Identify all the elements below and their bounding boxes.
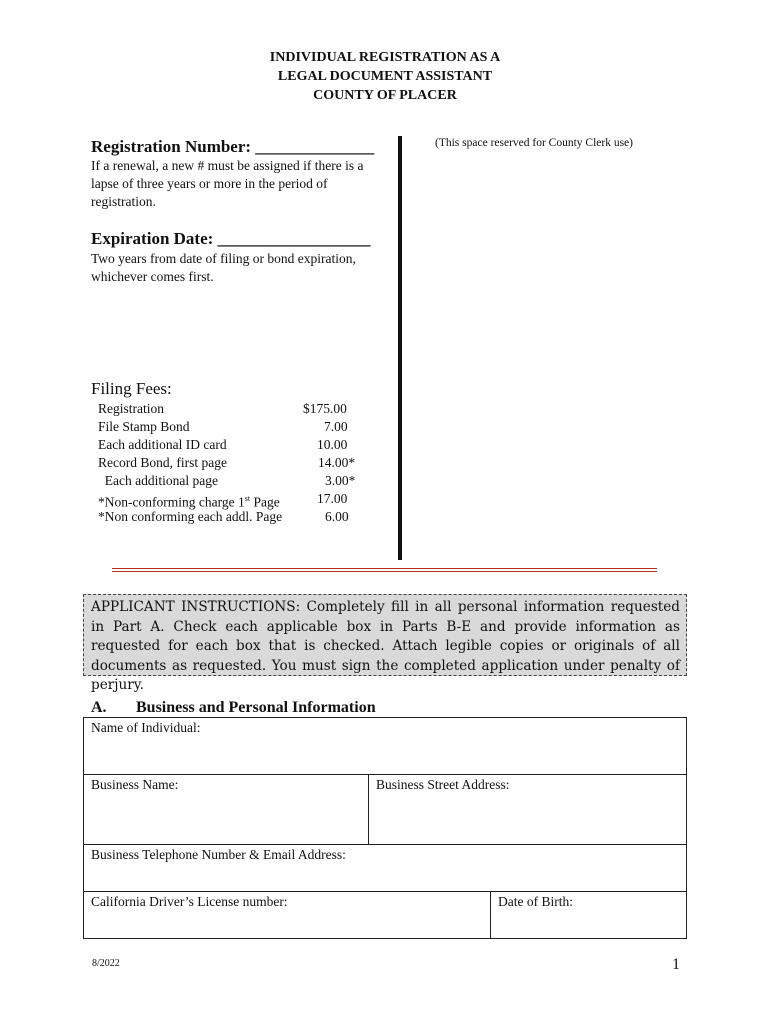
clerk-use-note: (This space reserved for County Clerk use) [435, 137, 633, 149]
fee-label: Registration [98, 401, 164, 416]
field-label: California Driver’s License number: [91, 894, 288, 909]
revision-date: 8/2022 [92, 958, 120, 969]
field-label: Business Street Address: [376, 777, 510, 792]
business-street-address-field[interactable] [368, 774, 687, 845]
column-divider [398, 136, 402, 560]
fee-label: Record Bond, first page [98, 455, 227, 470]
title-line-2: LEGAL DOCUMENT ASSISTANT [277, 69, 493, 84]
fee-amount: 10.00 [317, 437, 348, 452]
fee-amount: 6.00 [325, 509, 349, 524]
business-name-field[interactable] [83, 774, 369, 845]
fee-label: File Stamp Bond [98, 419, 190, 434]
fee-amount: 14.00* [318, 455, 356, 470]
divider-rule [112, 571, 657, 572]
expiration-note: Two years from date of filing or bond expiration, whichever comes first. [91, 251, 356, 284]
section-a-title: Business and Personal Information [136, 699, 376, 716]
field-label: Name of Individual: [91, 720, 201, 735]
fee-amount: 3.00* [325, 473, 356, 488]
filing-fees-title: Filing Fees: [91, 379, 172, 398]
fee-amount: 7.00 [324, 419, 348, 434]
document-title [0, 48, 770, 105]
expiration-date-label: Expiration Date: __________________ [91, 229, 371, 248]
name-of-individual-field[interactable] [83, 717, 687, 775]
drivers-license-field[interactable] [83, 891, 491, 939]
date-of-birth-field[interactable] [490, 891, 687, 939]
fee-label-text: Page [250, 494, 280, 510]
field-label: Date of Birth: [498, 894, 573, 909]
fee-label: *Non conforming each addl. Page [98, 509, 283, 524]
section-a-letter: A. [91, 699, 107, 716]
fee-amount: $175.00 [303, 401, 347, 416]
title-line-3: COUNTY OF PLACER [313, 88, 457, 103]
title-line-1: INDIVIDUAL REGISTRATION AS A [269, 50, 501, 65]
divider-rule [112, 568, 657, 569]
phone-email-field[interactable] [83, 844, 687, 892]
fee-label: Each additional ID card [98, 437, 227, 452]
fee-label: Each additional page [98, 473, 218, 488]
registration-number-label: Registration Number: ______________ [91, 137, 375, 156]
applicant-instructions: APPLICANT INSTRUCTIONS: Completely fill in all personal information requested in Part A. Check each applicable box in Parts B-E and provide information as requested for each box that is checked. Attach legible copies or originals of all documents as requested. You must sign the completed application under penalty of perjury. [83, 594, 687, 676]
field-label: Business Telephone Number & Email Address: [91, 847, 346, 862]
fee-label-text: *Non-conforming charge 1 [98, 494, 245, 510]
registration-note: If a renewal, a new # must be assigned if there is a lapse of three years or more in the period of registration. [91, 158, 364, 209]
fee-amount: 17.00 [317, 491, 348, 506]
field-label: Business Name: [91, 777, 179, 792]
fee-label-superscript: st [244, 494, 251, 503]
page-number: 1 [672, 956, 680, 973]
